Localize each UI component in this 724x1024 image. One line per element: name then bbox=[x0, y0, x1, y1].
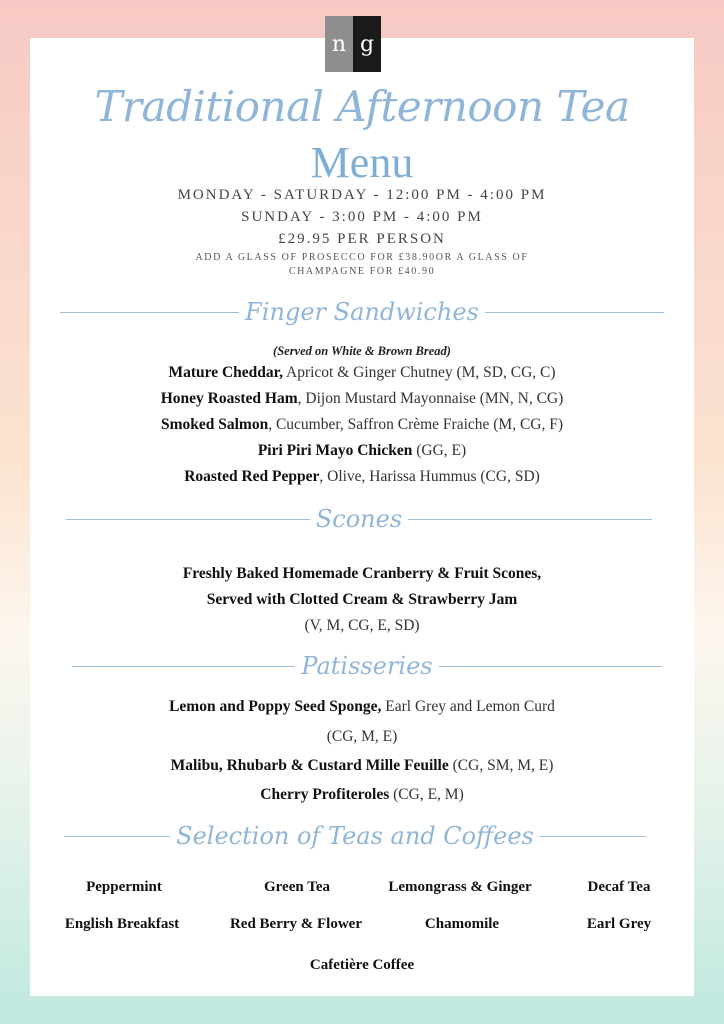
drink-item: Cafetière Coffee bbox=[309, 957, 415, 973]
divider-left bbox=[72, 666, 295, 667]
item-desc: , Olive, Harissa Hummus (CG, SD) bbox=[319, 468, 540, 485]
section-scones-heading bbox=[66, 499, 652, 539]
item-name: Lemon and Poppy Seed Sponge, bbox=[169, 698, 382, 715]
served-note bbox=[0, 342, 724, 360]
logo-letter-n: n bbox=[325, 16, 353, 72]
item-name: Honey Roasted Ham bbox=[160, 390, 298, 407]
drink-item: English Breakfast bbox=[64, 916, 180, 932]
section-label: Selection of Teas and Coffees bbox=[176, 822, 534, 850]
item-name: Mature Cheddar, bbox=[168, 364, 283, 381]
page-subtitle: Menu bbox=[310, 138, 414, 187]
item-desc: , Dijon Mustard Mayonnaise (MN, N, CG) bbox=[297, 390, 564, 407]
menu-item bbox=[0, 364, 724, 382]
section-label: Scones bbox=[315, 505, 403, 533]
item-desc: , Cucumber, Saffron Crème Fraiche (M, CG, F) bbox=[268, 416, 564, 433]
scones-allergens: (V, M, CG, E, SD) bbox=[304, 617, 420, 634]
menu-item bbox=[0, 698, 724, 716]
hours-weekday: MONDAY - SATURDAY - 12:00 PM - 4:00 PM bbox=[177, 187, 547, 203]
divider-right bbox=[439, 666, 662, 667]
divider-left bbox=[60, 312, 239, 313]
divider-left bbox=[66, 519, 310, 520]
drink-item: Peppermint bbox=[86, 879, 162, 895]
note-line-1: ADD A GLASS OF PROSECCO FOR £38.90OR A GLASS OF bbox=[195, 252, 529, 263]
scones-line-1 bbox=[0, 565, 724, 583]
drink-item: Earl Grey bbox=[586, 916, 652, 932]
hours-sunday: SUNDAY - 3:00 PM - 4:00 PM bbox=[241, 209, 483, 225]
item-desc: Earl Grey and Lemon Curd bbox=[381, 698, 555, 715]
item-desc: (GG, E) bbox=[412, 442, 467, 459]
item-name: Served with Clotted Cream & Strawberry Jam bbox=[206, 591, 518, 608]
divider-right bbox=[540, 836, 646, 837]
menu-item bbox=[0, 757, 724, 775]
item-name: Smoked Salmon bbox=[160, 416, 269, 433]
item-name: Malibu, Rhubarb & Custard Mille Feuille bbox=[170, 757, 449, 774]
menu-item bbox=[0, 728, 724, 746]
divider-right bbox=[485, 312, 664, 313]
item-desc: (CG, SM, M, E) bbox=[448, 757, 554, 774]
divider-right bbox=[408, 519, 652, 520]
item-name: Freshly Baked Homemade Cranberry & Fruit Scones, bbox=[182, 565, 542, 582]
drink-item: Decaf Tea bbox=[587, 879, 651, 895]
menu-item bbox=[0, 786, 724, 804]
drinks-upgrade-note bbox=[170, 251, 554, 279]
price: £29.95 PER PERSON bbox=[278, 231, 446, 247]
page-title: Traditional Afternoon Tea bbox=[94, 82, 630, 131]
drink-item: Red Berry & Flower bbox=[229, 916, 363, 932]
item-name: Cherry Profiteroles bbox=[260, 786, 390, 803]
section-drinks-heading bbox=[64, 816, 646, 856]
section-label: Patisseries bbox=[301, 652, 433, 680]
ng-logo bbox=[325, 16, 381, 72]
menu-item bbox=[0, 468, 724, 486]
drink-item: Green Tea bbox=[264, 879, 330, 895]
menu-item bbox=[0, 390, 724, 408]
menu-item bbox=[0, 416, 724, 434]
section-patisseries-heading bbox=[72, 646, 662, 686]
drink-item: Chamomile bbox=[424, 916, 500, 932]
scones-line-2 bbox=[0, 591, 724, 609]
divider-left bbox=[64, 836, 170, 837]
served-text: (Served on White & Brown Bread) bbox=[273, 344, 451, 358]
logo-letter-g: g bbox=[353, 16, 381, 72]
item-desc: (CG, M, E) bbox=[326, 728, 398, 745]
note-line-2: CHAMPAGNE FOR £40.90 bbox=[288, 266, 436, 277]
item-name: Piri Piri Mayo Chicken bbox=[257, 442, 413, 459]
item-name: Roasted Red Pepper bbox=[184, 468, 320, 485]
item-desc: Apricot & Ginger Chutney (M, SD, CG, C) bbox=[283, 364, 556, 381]
section-sandwiches-heading bbox=[60, 292, 664, 332]
drink-item: Lemongrass & Ginger bbox=[388, 879, 532, 895]
menu-item bbox=[0, 442, 724, 460]
item-desc: (CG, E, M) bbox=[389, 786, 464, 803]
section-label: Finger Sandwiches bbox=[245, 298, 479, 326]
